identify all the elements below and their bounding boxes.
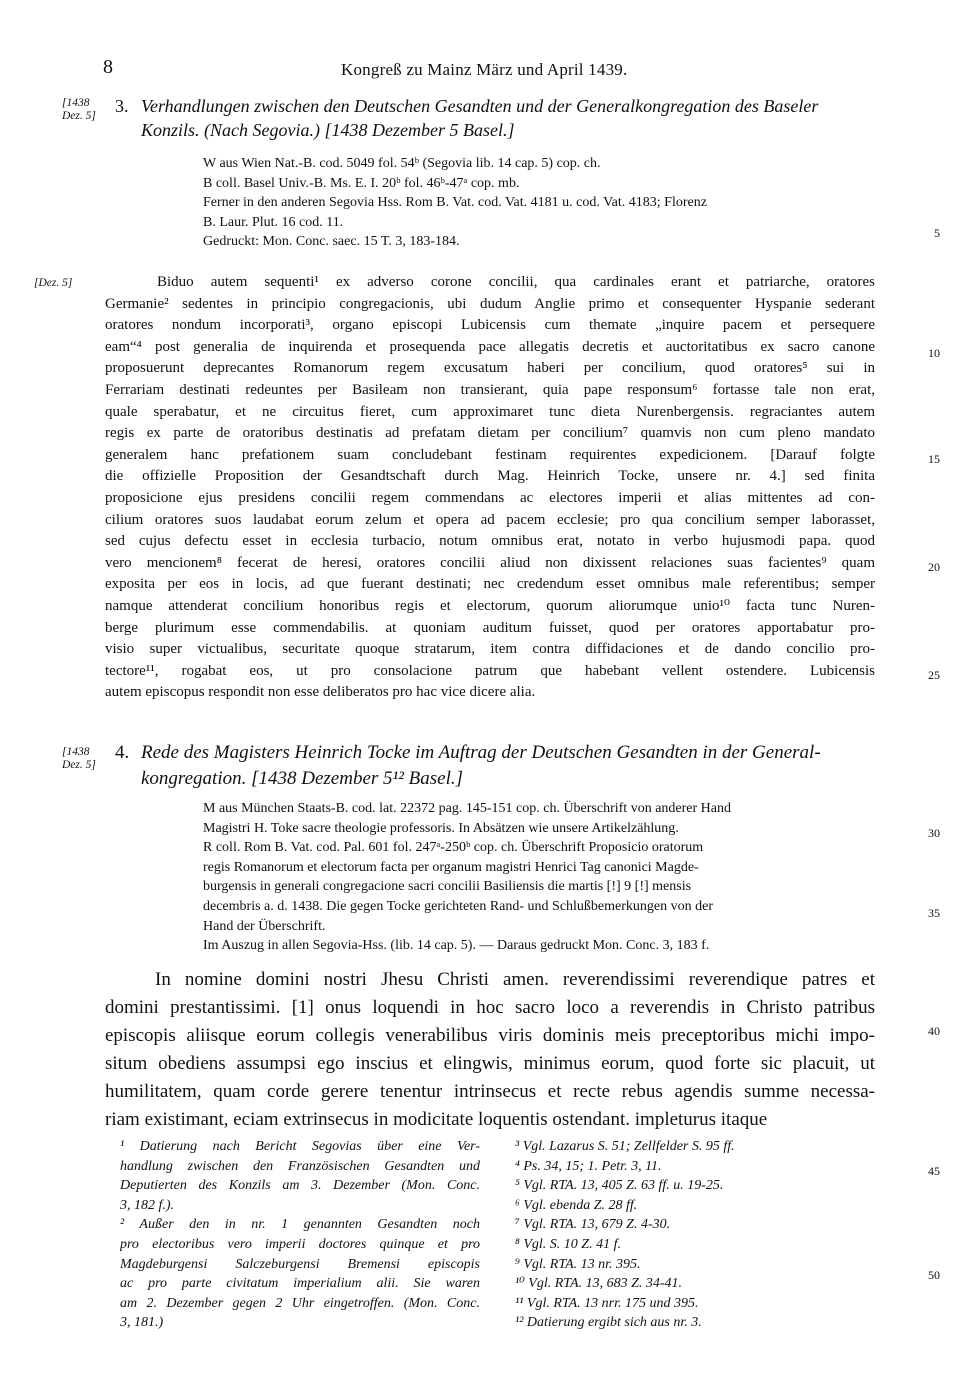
witness-line: B coll. Basel Univ.-B. Ms. E. I. 20ᵇ fol. 46ᵇ-47ᵃ cop. mb.	[203, 175, 520, 191]
footnote-line: ⁴ Ps. 34, 15; 1. Petr. 3, 11.	[515, 1158, 662, 1174]
witness-line: Magistri H. Toke sacre theologie professoris. In Absätzen wie unsere Artikelzählung.	[203, 820, 679, 836]
section3-witnesses	[203, 154, 883, 252]
section3-body-margin-note: [Dez. 5]	[34, 277, 73, 289]
line-number: 10	[928, 346, 940, 360]
body-line: humilitatem, quam corde gerere tenentur intrinsecus et recte rebus agendis summe necessa-	[105, 1081, 875, 1102]
line-number: 50	[928, 1268, 940, 1282]
body-line: Biduo autem sequenti¹ ex adverso corone concilii, qua cardinales erant et patriarche, oratores	[157, 274, 875, 290]
footnote-line: handlung zwischen den Französischen Gesandten und	[120, 1158, 480, 1174]
page-number: 8	[103, 56, 113, 78]
footnote-line: am 2. Dezember gegen 2 Uhr eingetroffen. (Mon. Conc.	[120, 1295, 480, 1311]
witness-line: Im Auszug in allen Segovia-Hss. (lib. 14 cap. 5). — Daraus gedruckt Mon. Conc. 3, 183 f.	[203, 938, 710, 954]
body-line: namque attenderat concilium honoribus regis et electorum, quorum aliorumque unio¹⁰ facta tunc Nuren-	[105, 597, 875, 614]
body-line: autem episcopus respondit non esse deliberatos pro hac vice dicere alia.	[105, 684, 536, 701]
body-line: vero mencionem⁸ fecerat de heresi, oratores concilii aliud non dixissent relaciones suas facientes⁹ quam	[105, 554, 875, 571]
line-number: 30	[928, 826, 940, 840]
section3-number: 3.	[115, 96, 129, 116]
line-number: 45	[928, 1164, 940, 1178]
footnote-line: ¹⁰ Vgl. RTA. 13, 683 Z. 34-41.	[515, 1276, 683, 1292]
section4-title-line1: Rede des Magisters Heinrich Tocke im Auftrag der Deutschen Gesandten in der General-	[141, 742, 821, 763]
witness-line: W aus Wien Nat.-B. cod. 5049 fol. 54ᵇ (Segovia lib. 14 cap. 5) cop. ch.	[203, 156, 601, 171]
body-line: In nomine domini nostri Jhesu Christi amen. reverendissimi reverendique patres et	[155, 969, 875, 990]
witness-line: decembris a. d. 1438. Die gegen Tocke gerichteten Rand- und Schlußbemerkungen von der	[203, 898, 713, 914]
footnote-line: ¹² Datierung ergibt sich aus nr. 3.	[515, 1315, 702, 1331]
footnote-line: ⁹ Vgl. RTA. 13 nr. 395.	[515, 1256, 641, 1272]
body-line: riam existimant, eciam extrinsecus in modicitate loquentis ostendant. impleturus itaque	[105, 1109, 768, 1130]
footnote-line: Magdeburgensi Salczeburgensi Bremensi episcopis	[120, 1256, 480, 1272]
line-number: 25	[928, 668, 940, 682]
body-line: proposuerunt deprecantes Romanorum regem excusatum haberi per concilium, quod oratores⁵ sui in	[105, 360, 875, 377]
body-line: visio super victualibus, securitate quoque stratarum, item contra diffidaciones et de dando concilio pro-	[105, 641, 875, 658]
footnote-line: ³ Vgl. Lazarus S. 51; Zellfelder S. 95 ff.	[515, 1139, 735, 1154]
line-number: 5	[934, 226, 940, 240]
footnote-line: pro electoribus vero imperii doctores quinque et pro	[120, 1236, 480, 1252]
section4-title-line2: kongregation. [1438 Dezember 5¹² Basel.]	[141, 768, 464, 789]
body-line: Germanie² sedentes in principio congregacionis, ubi dudum Anglie primo et consequenter Hyspanie sederant	[105, 295, 875, 312]
footnote-line: ⁵ Vgl. RTA. 13, 405 Z. 63 ff. u. 19-25.	[515, 1178, 724, 1194]
section3-title-line2: Konzils. (Nach Segovia.) [1438 Dezember 5 Basel.]	[141, 120, 515, 140]
footnote-line: ⁶ Vgl. ebenda Z. 28 ff.	[515, 1197, 638, 1213]
body-line: cilium oratores suos laudabat eorum zelum et opera ad pacem ecclesie; pro qua concilium semper laborasset,	[105, 511, 875, 528]
line-number: 40	[928, 1024, 940, 1038]
witness-line: M aus München Staats-B. cod. lat. 22372 pag. 145-151 cop. ch. Überschrift von anderer Hand	[203, 801, 731, 816]
body-line: sed cujus defectu esset in ecclesia turbacio, notum omnibus erat, notato in verbo hujusmodi papa. quod	[105, 533, 875, 550]
footnotes-right	[515, 1137, 855, 1333]
body-line: situm obediens assumpsi ego inscius et elingwis, minimus eorum, quod forte sic placuit, ut	[105, 1053, 875, 1074]
body-line: episcopis aliisque eorum collegis venerabilibus viris dominis meis preceptoribus michi impo-	[105, 1025, 875, 1046]
footnote-line: ¹ Datierung nach Bericht Segovias über eine Ver-	[120, 1139, 480, 1154]
witness-line: Hand der Überschrift.	[203, 918, 326, 934]
footnote-line: Deputierten des Konzils am 3. Dezember (Mon. Conc.	[120, 1178, 480, 1194]
footnotes-left	[120, 1137, 480, 1333]
witness-line: regis Romanorum et electorum facta per organum magistri Henrici Tag canonici Magde-	[203, 859, 699, 875]
section4-heading	[115, 740, 885, 792]
body-line: quale sperabatur, et ne circuitus fieret, cum approximaret tunc dieta Nurenbergensis. regraciantes autem	[105, 403, 875, 420]
body-line: generalem hanc prefationem suam concludebant festinam requirentes expedicionem. [Darauf folgte	[105, 446, 875, 463]
section3-body	[105, 272, 875, 704]
body-line: Ferrariam destinati redeuntes per Basileam non transierant, quia pape responsum⁶ fortasse tale non erat,	[105, 381, 875, 398]
body-line: exposita per eos in locis, ad que fuerant destinati; nec credendum esset omnibus male referentibus; semper	[105, 576, 875, 593]
section3-title-line1: Verhandlungen zwischen den Deutschen Gesandten und der Generalkongregation des Baseler	[141, 96, 819, 116]
footnote-line: ⁷ Vgl. RTA. 13, 679 Z. 4-30.	[515, 1217, 671, 1233]
section3-heading	[115, 94, 885, 142]
footnote-line: ² Außer den in nr. 1 genannten Gesandten noch	[120, 1217, 480, 1233]
witness-line: R coll. Rom B. Vat. cod. Pal. 601 fol. 247ᵃ-250ᵇ cop. ch. Überschrift Proposicio oratorum	[203, 840, 704, 856]
body-line: die offizielle Proposition der Gesandtschaft durch Mag. Heinrich Tocke, unsere nr. 4.] sed finita	[105, 468, 875, 485]
body-line: eam“⁴ post generalia de inquirenda et prosequenda pace allegatis decretis et auctoritatibus ex sacro canone	[105, 338, 875, 355]
section3-margin-note: [1438 Dez. 5]	[62, 97, 96, 122]
footnote-line: 3, 181.)	[120, 1315, 164, 1331]
section4-margin-note: [1438 Dez. 5]	[62, 746, 96, 771]
footnote-line: ⁸ Vgl. S. 10 Z. 41 f.	[515, 1236, 621, 1252]
witness-line: Gedruckt: Mon. Conc. saec. 15 T. 3, 183-184.	[203, 234, 460, 250]
running-title: Kongreß zu Mainz März und April 1439.	[341, 60, 628, 79]
line-number: 35	[928, 906, 940, 920]
witness-line: Ferner in den anderen Segovia Hss. Rom B. Vat. cod. Vat. 4181 u. cod. Vat. 4183; Florenz	[203, 195, 707, 211]
section4-witnesses	[203, 799, 883, 956]
footnote-line: 3, 182 f.).	[120, 1197, 175, 1213]
body-line: tectore¹¹, rogabat eos, ut pro consolacione patrum que habebant vellent ostendere. Lubicensis	[105, 662, 875, 679]
footnote-line: ¹¹ Vgl. RTA. 13 nrr. 175 und 395.	[515, 1295, 699, 1311]
witness-line: B. Laur. Plut. 16 cod. 11.	[203, 214, 344, 230]
body-line: oratores nondum incorporati³, organo episcopi Lubicensis cum themate „inquire pacem et persequere	[105, 317, 875, 334]
body-line: berge plurimum esse commendabilis. at quoniam auditum fuisset, quod per oratores apportabatur pro-	[105, 619, 875, 636]
body-line: regis ex parte de oratoribus destinatis ad prefatam dietam per concilium⁷ quamvis non cum pleno mandato	[105, 425, 875, 442]
section4-number: 4.	[115, 742, 130, 763]
line-number: 20	[928, 560, 940, 574]
footnote-line: ac pro parte civitatum imperialium alii. Sie waren	[120, 1276, 480, 1292]
body-line: proposicione ejus presidens concilii regem commendans ac electores imperii et alias mittentes ad con-	[105, 489, 875, 506]
section4-body	[105, 966, 875, 1134]
line-number: 15	[928, 452, 940, 466]
body-line: domini prestantissimi. [1] onus loquendi in hoc sacro loco a reverendis in Christo patribus	[105, 997, 875, 1018]
witness-line: burgensis in generali congregacione sacri concilii Basiliensis die martis [!] 9 [!] mensis	[203, 879, 692, 895]
